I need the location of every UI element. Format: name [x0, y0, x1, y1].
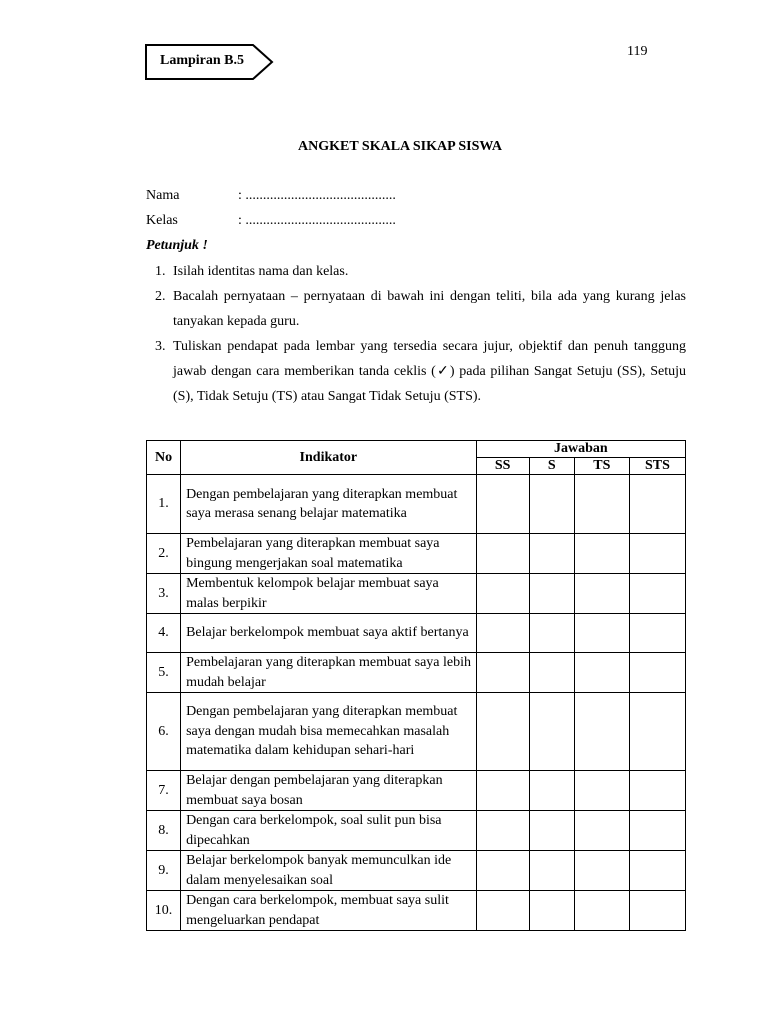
- instructions-list: [146, 259, 686, 409]
- answer-cell-ts[interactable]: [574, 851, 629, 891]
- name-field: [146, 188, 396, 204]
- answer-cell-ss[interactable]: [476, 771, 529, 811]
- answer-cell-sts[interactable]: [629, 614, 685, 653]
- answer-cell-ss[interactable]: [476, 574, 529, 614]
- row-number: 1.: [147, 475, 181, 534]
- row-indicator: Belajar berkelompok membuat saya aktif bertanya: [181, 614, 477, 653]
- row-indicator: Membentuk kelompok belajar membuat saya malas berpikir: [181, 574, 477, 614]
- table-row: [147, 534, 686, 574]
- answer-cell-ss[interactable]: [476, 851, 529, 891]
- answer-cell-s[interactable]: [529, 891, 574, 931]
- answer-cell-s[interactable]: [529, 653, 574, 693]
- instruction-number: 2.: [155, 289, 166, 304]
- row-indicator: Belajar dengan pembelajaran yang diterapkan membuat saya bosan: [181, 771, 477, 811]
- row-indicator: Dengan cara berkelompok, membuat saya sulit mengeluarkan pendapat: [181, 891, 477, 931]
- row-indicator: Belajar berkelompok banyak memunculkan ide dalam menyelesaikan soal: [181, 851, 477, 891]
- instruction-item: [146, 334, 686, 409]
- answer-cell-sts[interactable]: [629, 693, 685, 771]
- row-indicator: Dengan cara berkelompok, soal sulit pun bisa dipecahkan: [181, 811, 477, 851]
- answer-cell-ss[interactable]: [476, 614, 529, 653]
- instruction-item: [146, 284, 686, 334]
- row-number: 2.: [147, 534, 181, 574]
- instruction-text: Tuliskan pendapat pada lembar yang tersedia secara jujur, objektif dan penuh tanggung jawab dengan cara memberikan tanda ceklis (✓) pada pilihan Sangat Setuju (SS), Setuju (S), Tidak Setuju (TS) atau Sangat Tidak Setuju (STS).: [173, 339, 686, 404]
- row-indicator: Pembelajaran yang diterapkan membuat saya bingung mengerjakan soal matematika: [181, 534, 477, 574]
- answer-cell-s[interactable]: [529, 811, 574, 851]
- class-label: Kelas: [146, 213, 178, 228]
- row-indicator: Dengan pembelajaran yang diterapkan membuat saya merasa senang belajar matematika: [181, 475, 477, 534]
- table-row: [147, 693, 686, 771]
- answer-cell-sts[interactable]: [629, 574, 685, 614]
- answer-cell-ss[interactable]: [476, 811, 529, 851]
- appendix-label: Lampiran B.5: [160, 53, 245, 68]
- answer-cell-sts[interactable]: [629, 534, 685, 574]
- row-number: 4.: [147, 614, 181, 653]
- class-field: [146, 213, 396, 229]
- table-row: [147, 574, 686, 614]
- answer-cell-s[interactable]: [529, 534, 574, 574]
- answer-cell-s[interactable]: [529, 851, 574, 891]
- name-value: : ...........................................: [238, 188, 396, 203]
- row-number: 9.: [147, 851, 181, 891]
- row-number: 6.: [147, 693, 181, 771]
- answer-cell-ts[interactable]: [574, 891, 629, 931]
- appendix-tag: [145, 44, 275, 80]
- answer-cell-ss[interactable]: [476, 891, 529, 931]
- header-option-sts: STS: [629, 458, 685, 475]
- answer-cell-sts[interactable]: [629, 811, 685, 851]
- table-row: [147, 891, 686, 931]
- row-number: 5.: [147, 653, 181, 693]
- table-row: [147, 614, 686, 653]
- answer-cell-ts[interactable]: [574, 693, 629, 771]
- answer-cell-ts[interactable]: [574, 574, 629, 614]
- table-row: [147, 475, 686, 534]
- answer-cell-s[interactable]: [529, 771, 574, 811]
- row-number: 10.: [147, 891, 181, 931]
- table-row: [147, 771, 686, 811]
- header-option-ts: TS: [574, 458, 629, 475]
- row-number: 8.: [147, 811, 181, 851]
- answer-cell-ss[interactable]: [476, 475, 529, 534]
- answer-cell-sts[interactable]: [629, 891, 685, 931]
- answer-cell-s[interactable]: [529, 614, 574, 653]
- table-row: [147, 851, 686, 891]
- answer-cell-s[interactable]: [529, 693, 574, 771]
- instruction-text: Isilah identitas nama dan kelas.: [173, 264, 349, 279]
- header-answer: Jawaban: [476, 441, 685, 458]
- answer-cell-ss[interactable]: [476, 653, 529, 693]
- name-label: Nama: [146, 188, 180, 203]
- attitude-scale-table: [146, 440, 686, 931]
- instruction-text: Bacalah pernyataan – pernyataan di bawah ini dengan teliti, bila ada yang kurang jelas tanyakan kepada guru.: [173, 289, 686, 329]
- answer-cell-sts[interactable]: [629, 851, 685, 891]
- answer-cell-sts[interactable]: [629, 475, 685, 534]
- row-indicator: Pembelajaran yang diterapkan membuat saya lebih mudah belajar: [181, 653, 477, 693]
- instruction-number: 1.: [155, 264, 166, 279]
- row-number: 3.: [147, 574, 181, 614]
- answer-cell-s[interactable]: [529, 475, 574, 534]
- header-option-ss: SS: [476, 458, 529, 475]
- answer-cell-ts[interactable]: [574, 475, 629, 534]
- answer-cell-ss[interactable]: [476, 534, 529, 574]
- answer-cell-s[interactable]: [529, 574, 574, 614]
- answer-cell-ts[interactable]: [574, 811, 629, 851]
- instruction-number: 3.: [155, 339, 166, 354]
- answer-cell-ts[interactable]: [574, 534, 629, 574]
- page-number: 119: [627, 44, 648, 59]
- header-no: No: [147, 441, 181, 475]
- row-number: 7.: [147, 771, 181, 811]
- answer-cell-ss[interactable]: [476, 693, 529, 771]
- answer-cell-ts[interactable]: [574, 771, 629, 811]
- header-indicator: Indikator: [181, 441, 477, 475]
- answer-cell-ts[interactable]: [574, 614, 629, 653]
- answer-cell-ts[interactable]: [574, 653, 629, 693]
- table-row: [147, 653, 686, 693]
- class-value: : ...........................................: [238, 213, 396, 228]
- answer-cell-sts[interactable]: [629, 653, 685, 693]
- header-option-s: S: [529, 458, 574, 475]
- row-indicator: Dengan pembelajaran yang diterapkan membuat saya dengan mudah bisa memecahkan masalah matematika dalam kehidupan sehari-hari: [181, 693, 477, 771]
- page-title: ANGKET SKALA SIKAP SISWA: [298, 139, 502, 154]
- table-row: [147, 811, 686, 851]
- instruction-item: [146, 259, 686, 284]
- instructions-heading: Petunjuk !: [146, 238, 208, 253]
- answer-cell-sts[interactable]: [629, 771, 685, 811]
